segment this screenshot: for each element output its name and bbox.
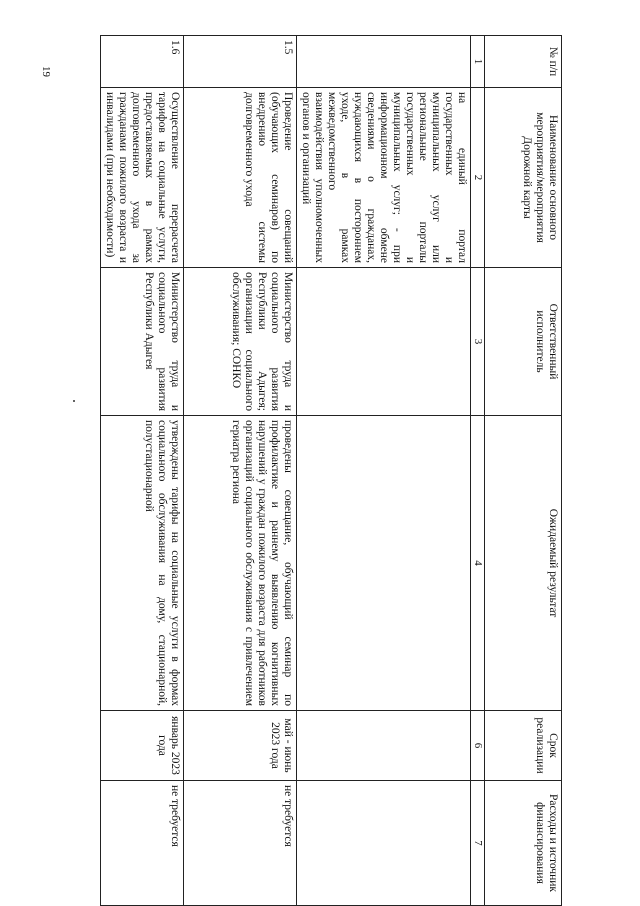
column-number: 7 <box>471 781 485 906</box>
column-number: 6 <box>471 711 485 781</box>
header-num: № п/п <box>485 36 562 88</box>
page-number: 19 <box>40 66 52 77</box>
cell-term: январь 2023 года <box>101 711 184 781</box>
cell-num: 1.6 <box>101 36 184 88</box>
cell-executor: Министерство труда и социального развития Республики Адыгея; организации социального обслуживания; СОНКО <box>184 268 297 416</box>
cell-result: утверждены тарифы на социальные услуги в формах социального обслуживания на дому, стационарной, полустационарной <box>101 416 184 711</box>
table-rotator <box>104 35 562 905</box>
header-result: Ожидаемый результат <box>485 416 562 711</box>
scan-dot <box>73 400 75 402</box>
cell-num <box>297 36 471 88</box>
cell-name: Осуществление перерасчета тарифов на социальные услуги, предоставляемых в рамках долговременного ухода за гражданами пожилого возраста и инвалидами (при необходимости) <box>101 88 184 268</box>
column-number-row <box>471 36 485 906</box>
cell-result <box>297 416 471 711</box>
cell-executor: Министерство труда и социального развития Республики Адыгея <box>101 268 184 416</box>
table-row <box>101 36 184 906</box>
column-number: 4 <box>471 416 485 711</box>
table-header-row <box>485 36 562 906</box>
column-number: 2 <box>471 88 485 268</box>
column-number: 3 <box>471 268 485 416</box>
cell-term: май - июнь 2023 года <box>184 711 297 781</box>
cell-result: проведены совещание, обучающий семинар по профилактике и раннему выявлению когнитивных нарушений у граждан пожилого возраста для работников организаций социального обслуживания с привлечением гериатра региона <box>184 416 297 711</box>
cell-name: Проведение совещаний (обучающих семинаров) по внедрению системы долговременного ухода <box>184 88 297 268</box>
cell-costs <box>297 781 471 906</box>
header-costs: Расходы и источник финансирования <box>485 781 562 906</box>
cell-name: на единый портал государственных и муниципальных услуг или региональные порталы государственных и муниципальных услуг; - при информационном обмене сведениями о гражданах, нуждающихся в постороннем уходе, в рамках межведомственного взаимодействия уполномоченных органов и организаций <box>297 88 471 268</box>
header-term: Срок реализации <box>485 711 562 781</box>
roadmap-table <box>100 35 562 906</box>
column-number: 1 <box>471 36 485 88</box>
table-row <box>184 36 297 906</box>
cell-num: 1.5 <box>184 36 297 88</box>
cell-executor <box>297 268 471 416</box>
cell-costs: не требуется <box>184 781 297 906</box>
cell-costs: не требуется <box>101 781 184 906</box>
header-executor: Ответственный исполнитель <box>485 268 562 416</box>
rotated-sheet <box>104 35 562 905</box>
cell-term <box>297 711 471 781</box>
table-row <box>297 36 471 906</box>
header-name: Наименование основного мероприятия/мероприятия Дорожной карты <box>485 88 562 268</box>
